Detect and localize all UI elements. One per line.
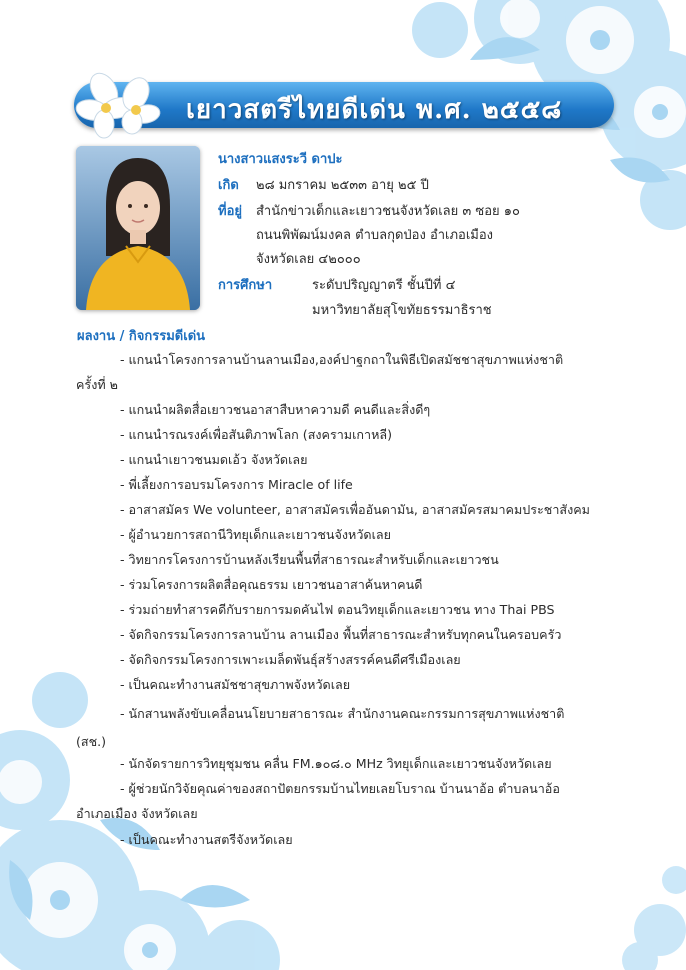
- list-item: - จัดกิจกรรมโครงการลานบ้าน ลานเมือง พื้นที่สาธารณะสำหรับทุกคนในครอบครัว: [120, 627, 562, 642]
- education-line: ระดับปริญญาตรี ชั้นปีที่ ๔: [312, 278, 456, 293]
- list-item: - พี่เลี้ยงการอบรมโครงการ Miracle of life: [120, 477, 353, 492]
- list-item: - จัดกิจกรรมโครงการเพาะเมล็ดพันธุ์สร้างสรรค์คนดีศรีเมืองเลย: [120, 652, 461, 667]
- list-item: - เป็นคณะทำงานสมัชชาสุขภาพจังหวัดเลย: [120, 677, 351, 692]
- list-item: - ร่วมโครงการผลิตสื่อคุณธรรม เยาวชนอาสาค้นหาคนดี: [120, 577, 423, 592]
- address-line: จังหวัดเลย ๔๒๐๐๐: [256, 252, 361, 267]
- list-item: - นักสานพลังขับเคลื่อนนโยบายสาธารณะ สำนักงานคณะกรรมการสุขภาพแห่งชาติ: [120, 706, 565, 721]
- list-item: - ผู้อำนวยการสถานีวิทยุเด็กและเยาวชนจังหวัดเลย: [120, 527, 391, 542]
- list-item: - แกนนำโครงการลานบ้านลานเมือง,องค์ปาฐกถาในพิธีเปิดสมัชชาสุขภาพแห่งชาติ: [120, 352, 564, 367]
- list-item: - อาสาสมัคร We volunteer, อาสาสมัครเพื่ออันดามัน, อาสาสมัครสมาคมประชาสังคม: [120, 502, 590, 517]
- list-item: - วิทยากรโครงการบ้านหลังเรียนพื้นที่สาธารณะสำหรับเด็กและเยาวชน: [120, 552, 499, 567]
- list-item: อำเภอเมือง จังหวัดเลย: [76, 806, 198, 821]
- list-item: - นักจัดรายการวิทยุชุมชน คลื่น FM.๑๐๘.๐ MHz วิทยุเด็กและเยาวชนจังหวัดเลย: [120, 756, 552, 771]
- portrait-photo: [76, 146, 200, 310]
- education-line: มหาวิทยาลัยสุโขทัยธรรมาธิราช: [312, 303, 492, 318]
- list-item: - แกนนำรณรงค์เพื่อสันติภาพโลก (สงครามเกาหลี): [120, 427, 393, 442]
- list-item: - ผู้ช่วยนักวิจัยคุณค่าของสถาปัตยกรรมบ้านไทยเลยโบราณ บ้านนาอ้อ ตำบลนาอ้อ: [120, 781, 560, 796]
- address-line: สำนักข่าวเด็กและเยาวชนจังหวัดเลย ๓ ซอย ๑๐: [256, 204, 520, 219]
- person-portrait-icon: [76, 146, 200, 310]
- list-item: - แกนนำผลิตสื่อเยาวชนอาสาสืบหาความดี คนดีและสิ่งดีๆ: [120, 402, 431, 417]
- address-label: ที่อยู่: [218, 204, 242, 219]
- page-title: เยาวสตรีไทยดีเด่น พ.ศ. ๒๕๕๘: [186, 95, 563, 125]
- list-item: - แกนนำเยาวชนมดเอ้ว จังหวัดเลย: [120, 452, 308, 467]
- person-name: นางสาวแสงระวี ดาปะ: [218, 152, 343, 167]
- list-item: - ร่วมถ่ายทำสารคดีกับรายการมดคันไฟ ตอนวิทยุเด็กและเยาวชน ทาง Thai PBS: [120, 602, 555, 617]
- list-item: ครั้งที่ ๒: [76, 377, 118, 392]
- achievements-heading: ผลงาน / กิจกรรมดีเด่น: [77, 329, 206, 344]
- list-item: - เป็นคณะทำงานสตรีจังหวัดเลย: [120, 832, 293, 847]
- orchid-flower-icon: [74, 68, 164, 140]
- birth-value: ๒๘ มกราคม ๒๕๓๓ อายุ ๒๕ ปี: [256, 178, 429, 193]
- birth-label: เกิด: [218, 178, 239, 193]
- education-label: การศึกษา: [218, 278, 273, 293]
- list-item: (สช.): [76, 734, 107, 749]
- address-line: ถนนพิพัฒน์มงคล ตำบลกุดป่อง อำเภอเมือง: [256, 228, 494, 243]
